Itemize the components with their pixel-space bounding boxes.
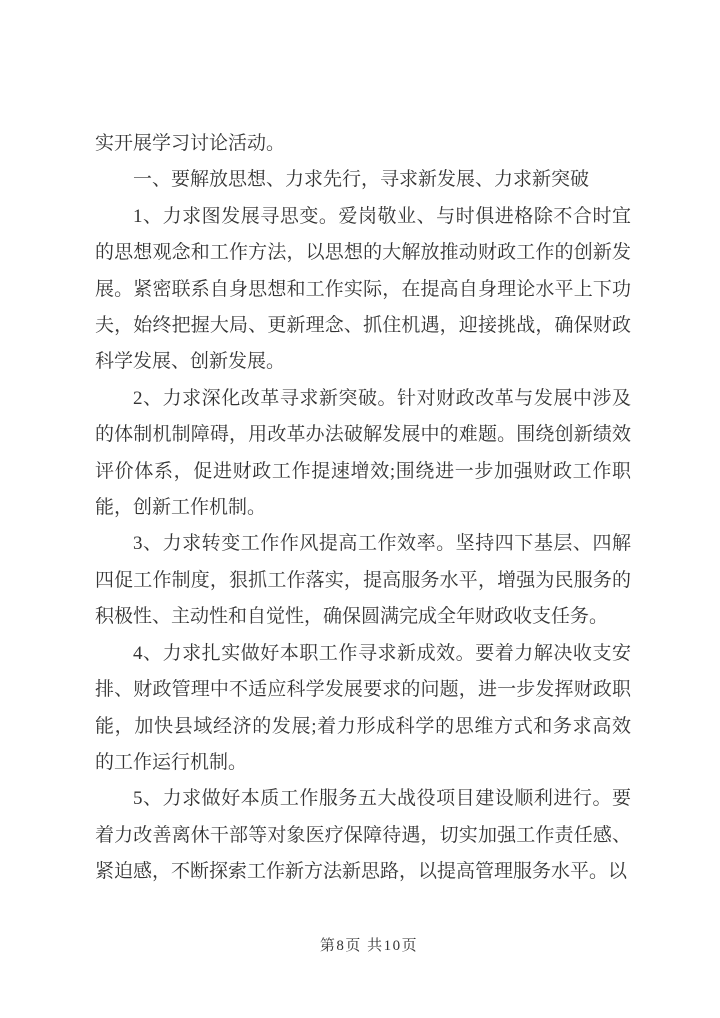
paragraph-point-4: 4、力求扎实做好本职工作寻求新成效。要着力解决收支安排、财政管理中不适应科学发展要求的问题，进一步发挥财政职能，加快县域经济的发展;着力形成科学的思维方式和务求高效的工作运行机制。 [95,642,631,773]
paragraph-point-1: 1、力求图发展寻思变。爱岗敬业、与时俱进格除不合时宜的思想观念和工作方法，以思想的大解放推动财政工作的创新发展。紧密联系自身思想和工作实际，在提高自身理论水平上下功夫，始终把握大局、更新理念、抓住机遇，迎接挑战，确保财政科学发展、创新发展。 [95,205,631,373]
page-number: 第8页 共10页 [319,938,419,954]
paragraph-point-2: 2、力求深化改革寻求新突破。针对财政改革与发展中涉及的体制机制障碍，用改革办法破解发展中的难题。围绕创新绩效评价体系，促进财政工作提速增效;围绕进一步加强财政工作职能，创新工作机制。 [95,387,631,519]
paragraph-point-3: 3、力求转变工作作风提高工作效率。坚持四下基层、四解四促工作制度，狠抓工作落实，提高服务水平，增强为民服务的积极性、主动性和自觉性，确保圆满完成全年财政收支任务。 [95,533,631,628]
section-heading: 一、要解放思想、力求先行，寻求新发展、力求新突破 [133,169,590,191]
document-body [95,126,631,891]
paragraph-point-5: 5、力求做好本质工作服务五大战役项目建设顺利进行。要着力改善离休干部等对象医疗保障待遇，切实加强工作责任感、紧迫感，不断探索工作新方法新思路，以提高管理服务水平。以 [95,788,631,883]
paragraph-continuation: 实开展学习讨论活动。 [95,133,286,154]
